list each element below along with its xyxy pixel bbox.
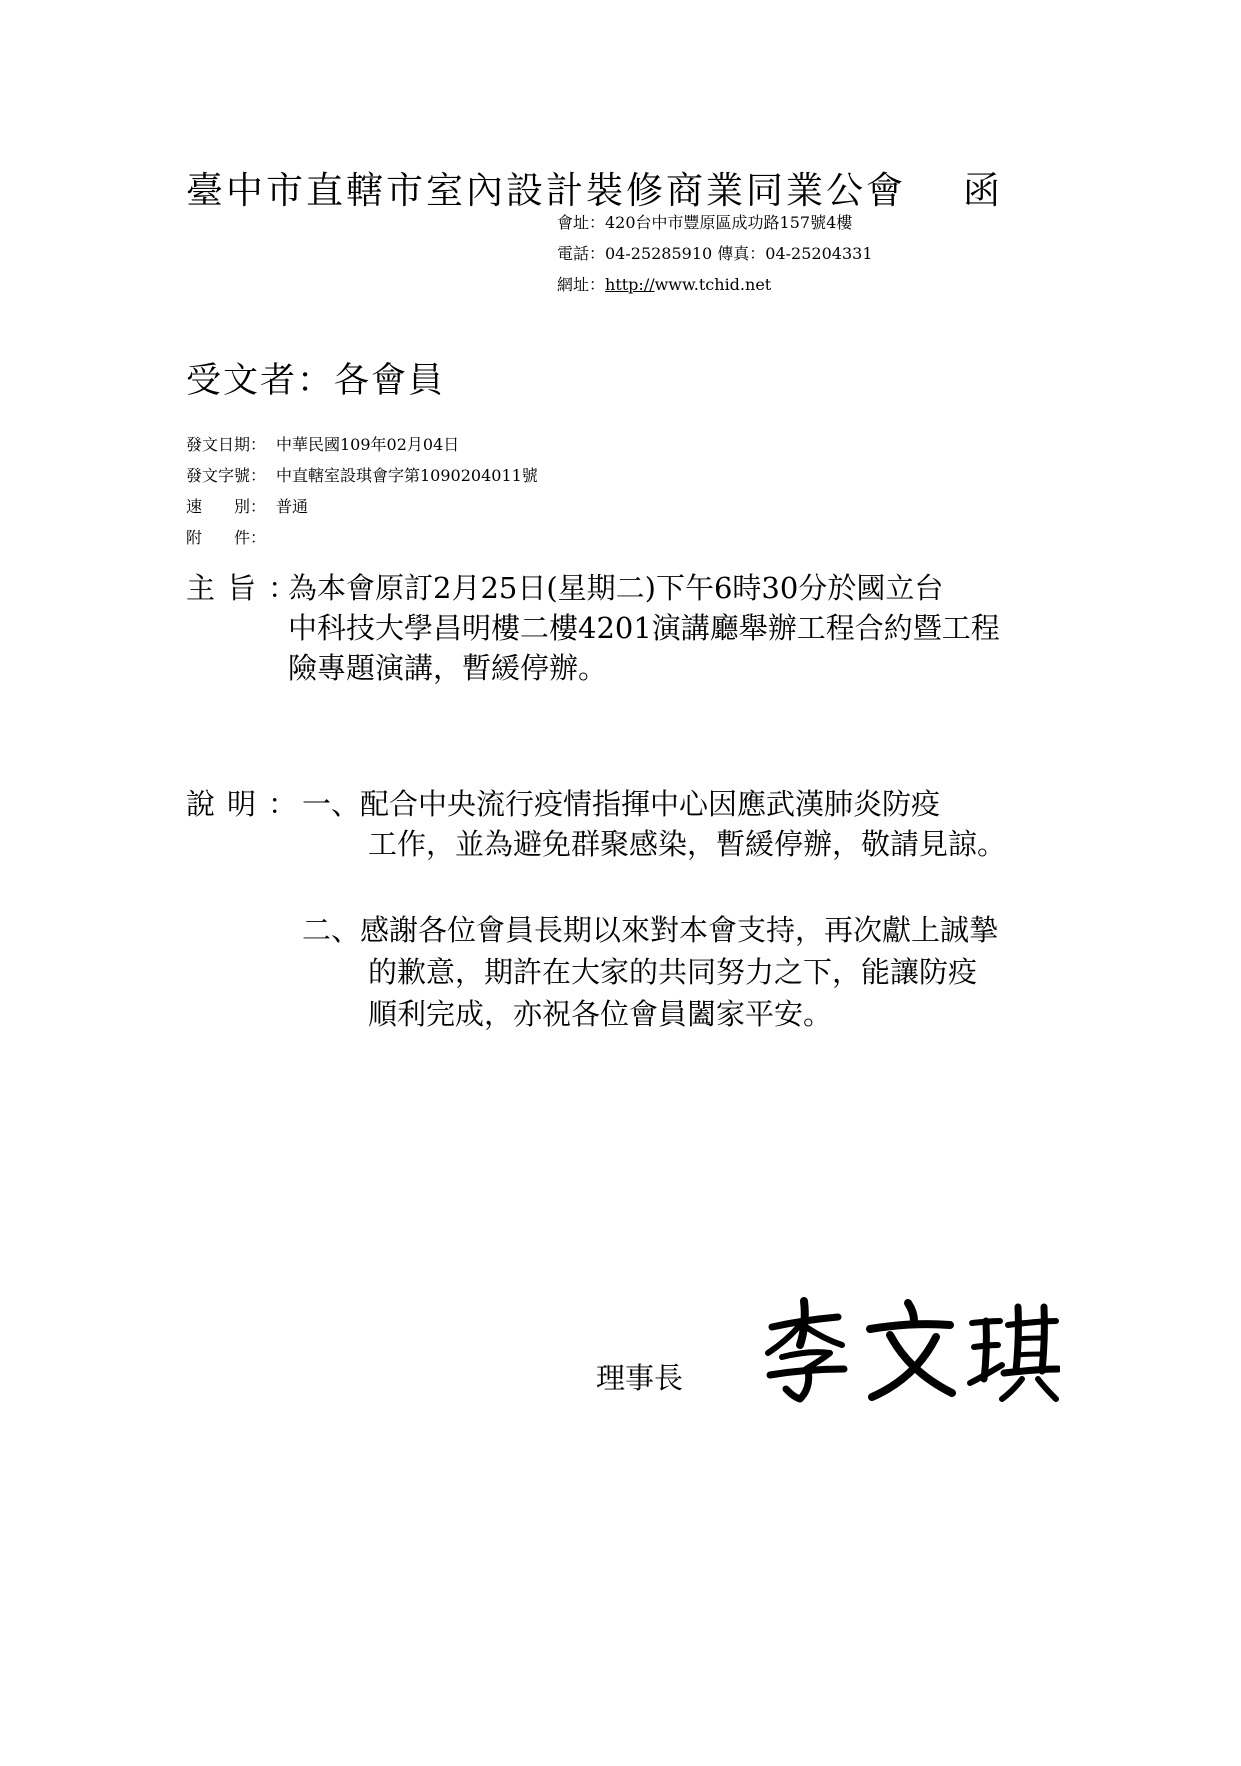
explanation-item-2-line: 的歉意，期許在大家的共同努力之下，能讓防疫 <box>368 955 978 989</box>
handwritten-signature <box>760 1295 1060 1405</box>
explanation-item-2-line: 二、感謝各位會員長期以來對本會支持，再次獻上誠摯 <box>302 913 999 947</box>
explanation-item-2-line: 順利完成，亦祝各位會員闔家平安。 <box>368 997 833 1031</box>
meta-label: 附 件： <box>186 528 267 547</box>
website-url-domain[interactable]: www.tchid.net <box>654 275 772 294</box>
website <box>557 272 771 295</box>
explanation-label: 說明： <box>186 787 310 821</box>
website-label: 網址： <box>557 275 606 294</box>
subject-label: 主旨： <box>186 571 310 605</box>
meta-attachment <box>186 525 276 548</box>
meta-label: 速 別： <box>186 497 267 516</box>
meta-issue-date <box>186 432 459 455</box>
phone-fax: 電話：04-25285910 傳真：04-25204331 <box>557 244 873 263</box>
meta-document-number <box>186 463 538 486</box>
recipient: 受文者：各會員 <box>186 361 446 401</box>
subject-line: 險專題演講，暫緩停辦。 <box>288 651 608 685</box>
explanation-item-1-line: 一、配合中央流行疫情指揮中心因應武漢肺炎防疫 <box>302 787 941 821</box>
website-url-scheme[interactable]: http:// <box>605 275 655 294</box>
meta-value: 普通 <box>276 497 309 516</box>
subject-line: 為本會原訂2月25日(星期二)下午6時30分於國立台 <box>288 571 944 605</box>
subject-line: 中科技大學昌明樓二樓4201演講廳舉辦工程合約暨工程 <box>288 611 1000 645</box>
address: 會址：420台中市豐原區成功路157號4樓 <box>557 213 853 232</box>
meta-value: 中直轄室設琪會字第1090204011號 <box>276 466 538 485</box>
chairman-title: 理事長 <box>596 1361 684 1395</box>
meta-value: 中華民國109年02月04日 <box>276 435 460 454</box>
meta-speed <box>186 494 308 517</box>
meta-label: 發文日期： <box>186 435 267 454</box>
meta-label: 發文字號： <box>186 466 267 485</box>
organization-title: 臺中市直轄市室內設計裝修商業同業公會 <box>186 169 906 212</box>
letter-type: 函 <box>963 169 1000 212</box>
explanation-item-1-line: 工作，並為避免群聚感染，暫緩停辦，敬請見諒。 <box>368 827 1007 861</box>
